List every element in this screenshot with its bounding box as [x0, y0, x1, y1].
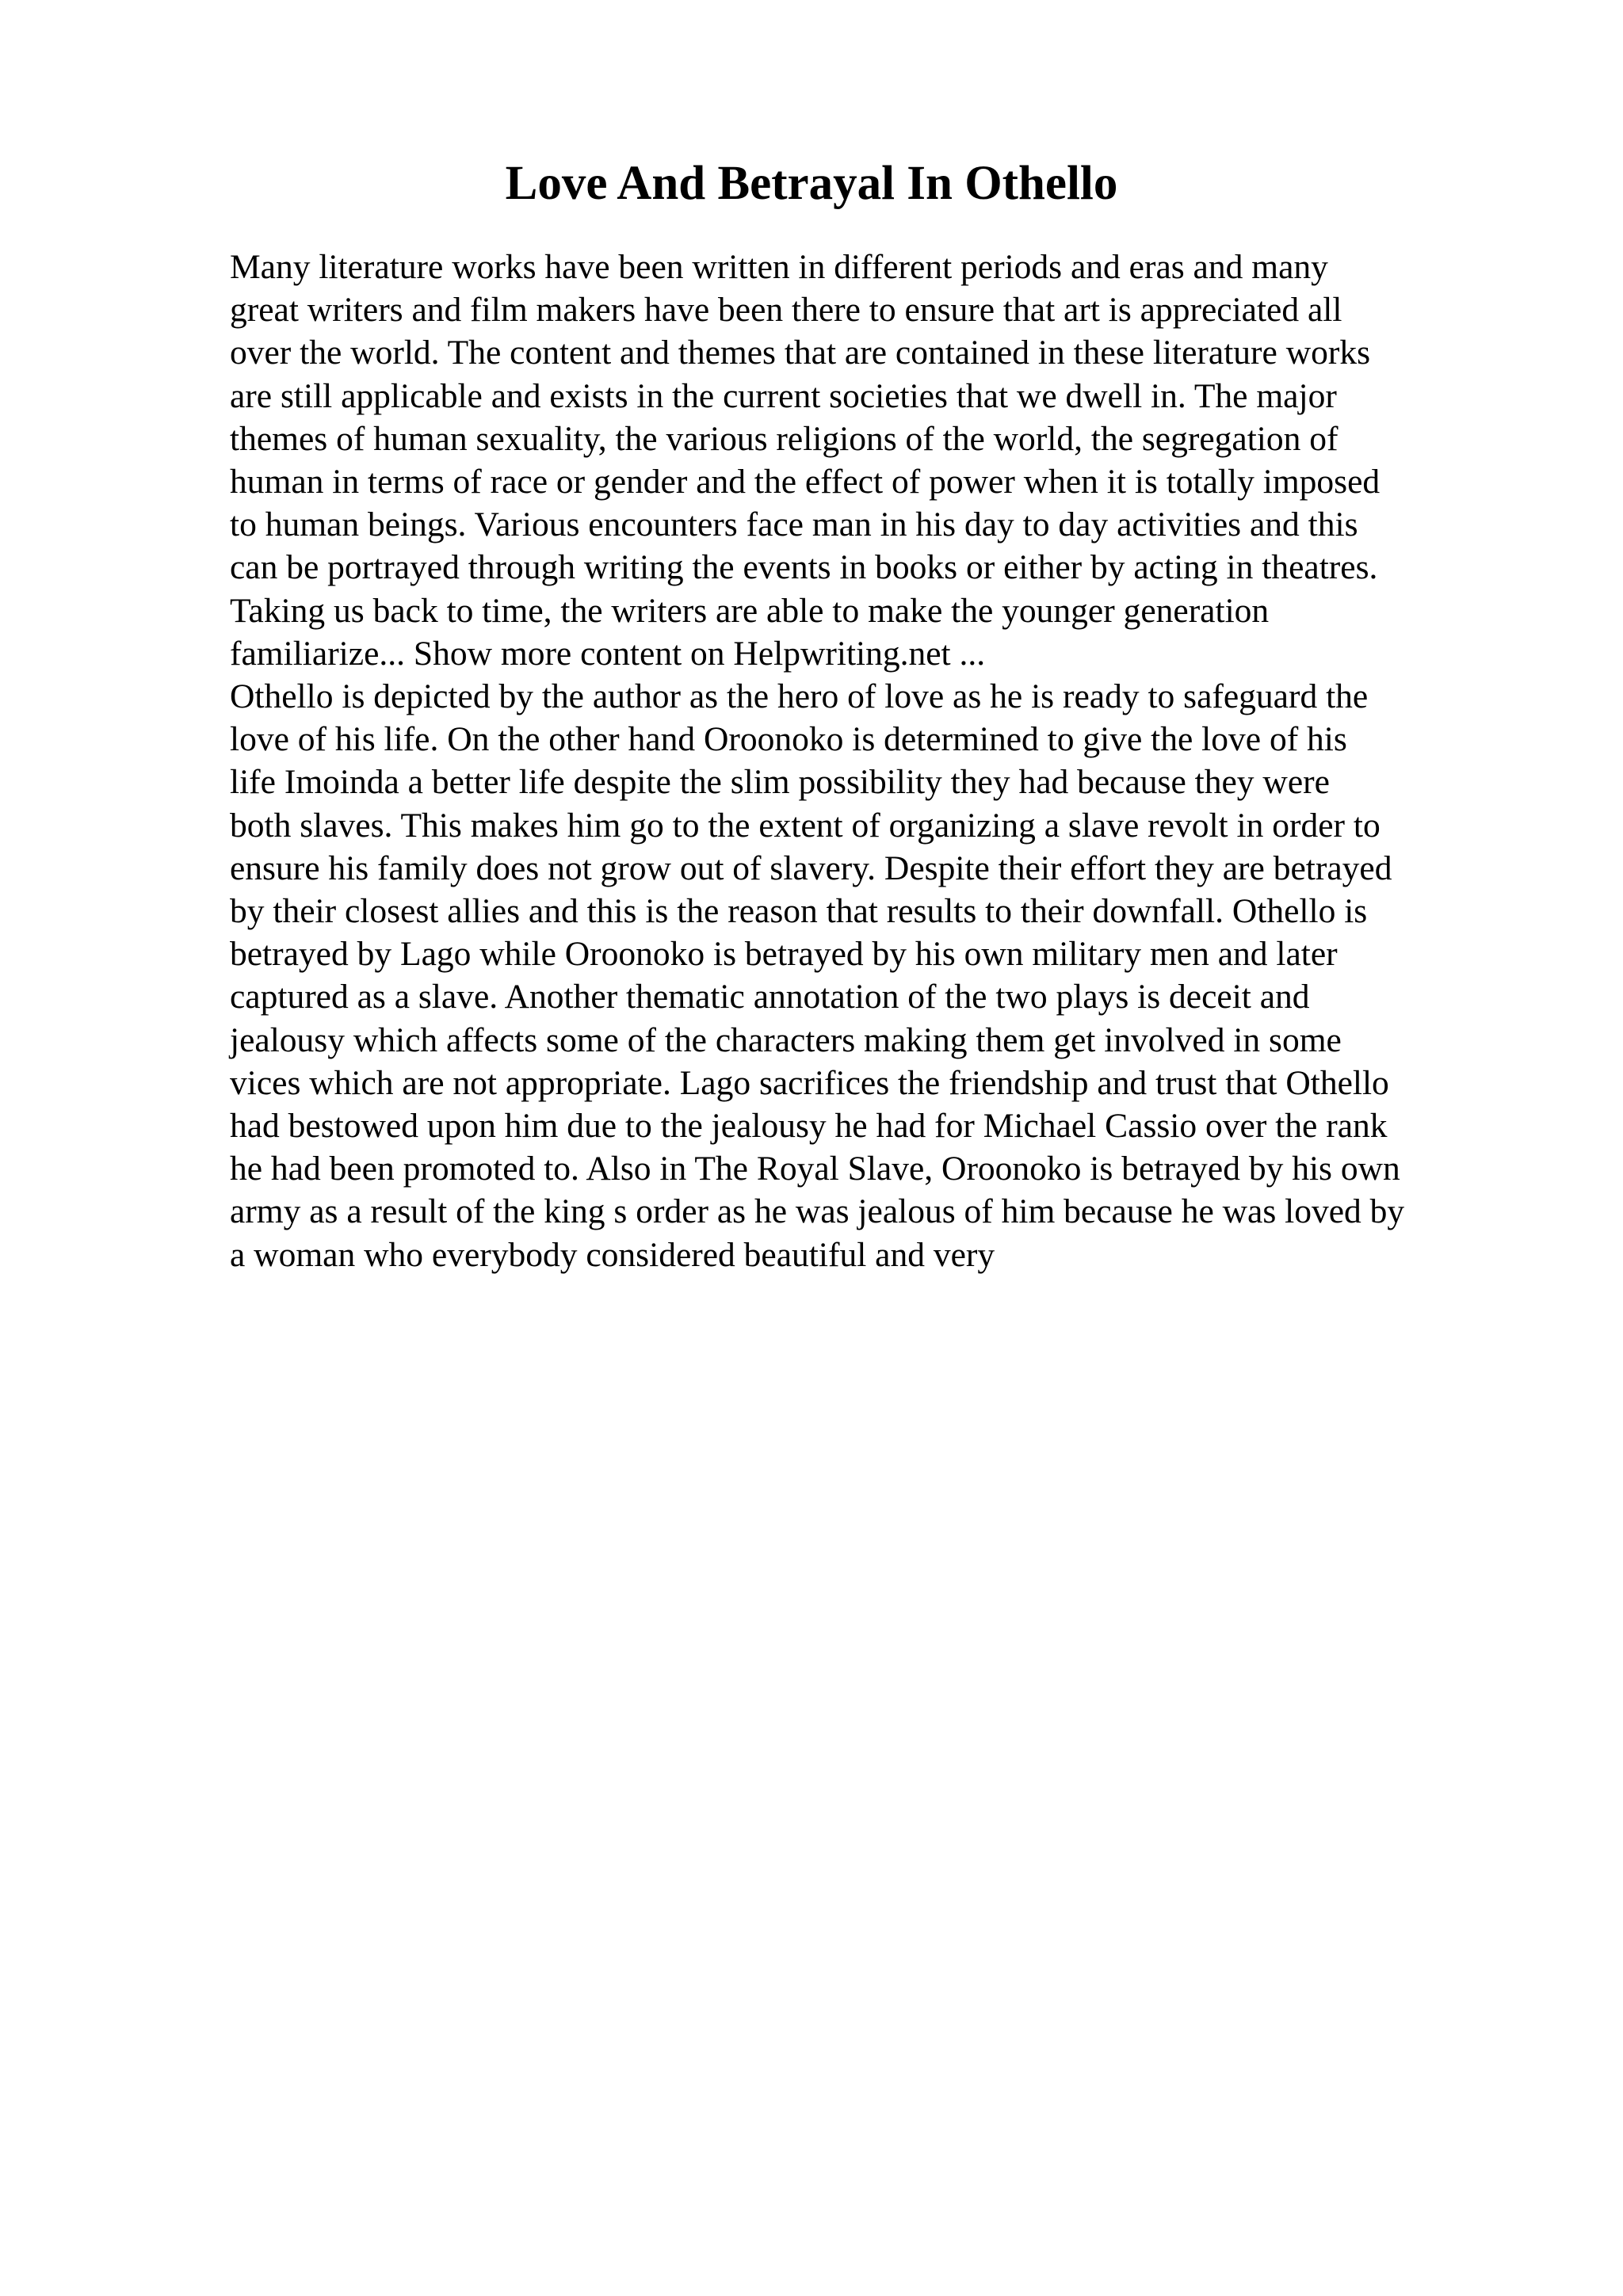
paragraph-line: great writers and film makers have been there to ensure that art is appreciated all — [230, 291, 1342, 330]
paragraph-line: familiarize... Show more content on Helpwriting.net ... — [230, 634, 986, 673]
paragraph-1 — [230, 246, 1514, 675]
paragraph-line: to human beings. Various encounters face man in his day to day activities and this — [230, 505, 1358, 544]
paragraph-line: betrayed by Lago while Oroonoko is betrayed by his own military men and later — [230, 935, 1338, 974]
paragraph-line: Many literature works have been written in different periods and eras and many — [230, 248, 1328, 286]
paragraph-line: had bestowed upon him due to the jealousy he had for Michael Cassio over the rank — [230, 1107, 1388, 1146]
document-body — [230, 246, 1514, 1276]
paragraph-line: both slaves. This makes him go to the extent of organizing a slave revolt in order to — [230, 806, 1381, 845]
paragraph-line: love of his life. On the other hand Oroonoko is determined to give the love of his — [230, 720, 1347, 759]
paragraph-line: jealousy which affects some of the characters making them get involved in some — [230, 1020, 1342, 1059]
paragraph-line: human in terms of race or gender and the effect of power when it is totally imposed — [230, 463, 1381, 502]
paragraph-line: over the world. The content and themes that are contained in these literature works — [230, 334, 1371, 372]
paragraph-line: vices which are not appropriate. Lago sacrifices the friendship and trust that Othello — [230, 1063, 1389, 1102]
paragraph-line: themes of human sexuality, the various religions of the world, the segregation of — [230, 419, 1338, 458]
paragraph-line: army as a result of the king s order as he was jealous of him because he was loved by — [230, 1192, 1405, 1231]
paragraph-line: by their closest allies and this is the reason that results to their downfall. Othello is — [230, 892, 1368, 931]
document-title: Love And Betrayal In Othello — [505, 157, 1118, 210]
paragraph-line: are still applicable and exists in the current societies that we dwell in. The major — [230, 376, 1337, 415]
paragraph-2 — [230, 675, 1514, 1276]
paragraph-line: can be portrayed through writing the events in books or either by acting in theatres. — [230, 548, 1378, 587]
paragraph-line: a woman who everybody considered beautiful and very — [230, 1235, 995, 1274]
paragraph-line: Taking us back to time, the writers are able to make the younger generation — [230, 591, 1270, 630]
paragraph-line: ensure his family does not grow out of slavery. Despite their effort they are betrayed — [230, 849, 1392, 887]
paragraph-line: Othello is depicted by the author as the hero of love as he is ready to safeguard the — [230, 677, 1369, 716]
paragraph-line: life Imoinda a better life despite the slim possibility they had because they were — [230, 763, 1330, 802]
paragraph-line: captured as a slave. Another thematic annotation of the two plays is deceit and — [230, 978, 1310, 1016]
paragraph-line: he had been promoted to. Also in The Royal Slave, Oroonoko is betrayed by his own — [230, 1150, 1400, 1188]
